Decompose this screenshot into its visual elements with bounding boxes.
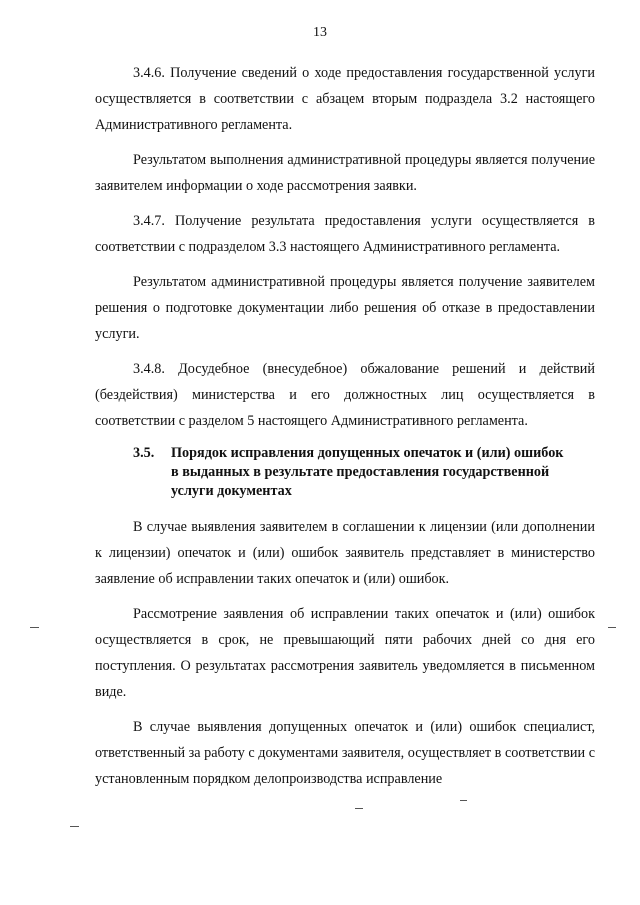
paragraph-error-detection: В случае выявления заявителем в соглашении к лицензии (или дополнении к лицензии) опечаток и (или) ошибок заявитель представляет в министерство заявление об исправлении таких опечаток и (или) ошибок. <box>95 519 595 587</box>
section-title <box>171 444 595 501</box>
scan-speck <box>355 808 363 809</box>
scan-speck <box>30 627 39 628</box>
document-body <box>95 60 595 801</box>
page-number: 13 <box>313 25 327 40</box>
scan-speck <box>460 800 467 801</box>
paragraph-3-4-7: 3.4.7. Получение результата предоставления услуги осуществляется в соответствии с подразделом 3.3 настоящего Административного регламента. <box>95 213 595 255</box>
scan-speck <box>608 627 616 628</box>
section-heading-3-5 <box>95 444 595 501</box>
section-title-line: Порядок исправления допущенных опечаток и (или) ошибок <box>171 445 564 461</box>
paragraph-result-3-4-6: Результатом выполнения административной процедуры является получение заявителем информации о ходе рассмотрения заявки. <box>95 152 595 194</box>
section-title-line: услуги документах <box>171 483 292 499</box>
paragraph-result-3-4-7: Результатом административной процедуры является получение заявителем решения о подготовке документации либо решения об отказе в предоставлении услуги. <box>95 274 595 342</box>
section-title-line: в выданных в результате предоставления государственной <box>171 464 550 480</box>
scan-speck <box>70 826 79 827</box>
section-number: 3.5. <box>133 445 155 461</box>
paragraph-3-4-8: 3.4.8. Досудебное (внесудебное) обжалование решений и действий (бездействия) министерства и его должностных лиц осуществляется в соответствии с разделом 5 настоящего Административного регламента. <box>95 361 595 429</box>
paragraph-3-4-6: 3.4.6. Получение сведений о ходе предоставления государственной услуги осуществляется в соответствии с абзацем вторым подраздела 3.2 настоящего Административного регламента. <box>95 65 595 133</box>
paragraph-review-period: Рассмотрение заявления об исправлении таких опечаток и (или) ошибок осуществляется в срок, не превышающий пяти рабочих дней со дня его поступления. О результатах рассмотрения заявитель уведомляется в письменном виде. <box>95 606 595 700</box>
paragraph-correction: В случае выявления допущенных опечаток и (или) ошибок специалист, ответственный за работу с документами заявителя, осуществляет в соответствии с установленным порядком делопроизводства исправление <box>95 719 595 787</box>
